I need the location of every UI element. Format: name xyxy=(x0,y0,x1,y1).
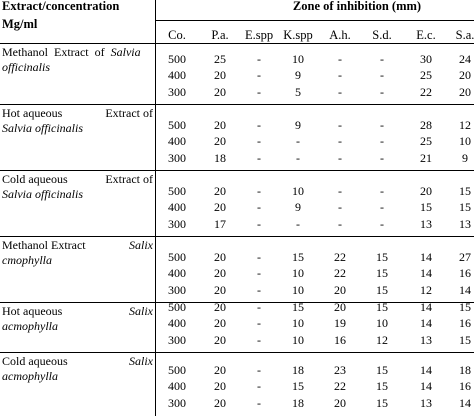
cell-g1-r2-c4: - xyxy=(338,150,342,165)
cell-g0-r1-c7: 20 xyxy=(459,68,471,82)
cell-g2-r1-c7: 15 xyxy=(459,200,471,214)
group-name-3-part-a: Methanol Extract xyxy=(2,238,86,252)
cell-g2-r2-c7: 13 xyxy=(459,216,471,231)
cell-g5-r1-c7: 16 xyxy=(459,379,471,393)
cell-g0-r2-c3: 5 xyxy=(295,84,301,99)
cell-g1-r2-c6: 21 xyxy=(420,150,432,165)
cell-g5-r2-c5: 15 xyxy=(376,395,388,410)
cell-g1-r1-c1: 20 xyxy=(214,134,226,148)
cell-g1-r1-c6: 25 xyxy=(420,134,432,148)
cell-g2-r0-c5: - xyxy=(380,183,384,198)
cell-g4-r1-c1: 20 xyxy=(214,316,226,330)
subheader-6: E.c. xyxy=(416,28,436,42)
cell-g3-r0-c5: 15 xyxy=(376,249,388,264)
group-rule-5 xyxy=(0,352,474,353)
cell-g1-r0-c2: - xyxy=(257,117,261,132)
group-name-5-part-b: Salix xyxy=(129,354,153,368)
subheader-0: Co. xyxy=(168,28,186,42)
cell-g4-r2-c6: 13 xyxy=(420,332,432,347)
zone-of-inhibition-title: Zone of inhibition (mm) xyxy=(292,0,422,13)
cell-g3-r1-c3: 10 xyxy=(292,266,304,280)
cell-g4-r1-c0: 400 xyxy=(168,316,186,330)
cell-g3-r2-c6: 12 xyxy=(420,282,432,297)
subheader-3: K.spp xyxy=(283,28,313,42)
cell-g4-r0-c6: 14 xyxy=(420,299,432,314)
cell-g3-r2-c3: 10 xyxy=(292,282,304,297)
cell-g5-r2-c6: 13 xyxy=(420,395,432,410)
cell-g1-r0-c6: 28 xyxy=(420,117,432,132)
cell-g1-r1-c5: - xyxy=(380,134,384,148)
cell-g3-r2-c1: 20 xyxy=(214,282,226,297)
subheader-1: P.a. xyxy=(211,28,229,42)
cell-g1-r0-c5: - xyxy=(380,117,384,132)
cell-g2-r1-c2: - xyxy=(257,200,261,214)
cell-g0-r2-c4: - xyxy=(338,84,342,99)
cell-g5-r2-c0: 300 xyxy=(168,395,186,410)
cell-g2-r0-c1: 20 xyxy=(214,183,226,198)
cell-g5-r1-c4: 22 xyxy=(334,379,346,393)
cell-g1-r0-c1: 20 xyxy=(214,117,226,132)
cell-g5-r0-c7: 18 xyxy=(459,362,471,377)
cell-g5-r0-c0: 500 xyxy=(168,362,186,377)
cell-g4-r2-c1: 20 xyxy=(214,332,226,347)
cell-g3-r0-c2: - xyxy=(257,249,261,264)
cell-g2-r2-c0: 300 xyxy=(168,216,186,231)
subheader-5: S.d. xyxy=(372,28,392,42)
cell-g2-r2-c6: 13 xyxy=(420,216,432,231)
cell-g0-r0-c0: 500 xyxy=(168,51,186,66)
cell-g2-r1-c4: - xyxy=(338,200,342,214)
cell-g1-r2-c3: - xyxy=(296,150,300,165)
cell-g1-r2-c5: - xyxy=(380,150,384,165)
cell-g0-r0-c3: 10 xyxy=(292,51,304,66)
cell-g3-r1-c7: 16 xyxy=(459,266,471,280)
cell-g5-r2-c3: 18 xyxy=(292,395,304,410)
cell-g3-r1-c1: 20 xyxy=(214,266,226,280)
cell-g1-r1-c3: - xyxy=(296,134,300,148)
cell-g3-r1-c4: 22 xyxy=(334,266,346,280)
cell-g4-r1-c3: 10 xyxy=(292,316,304,330)
cell-g4-r0-c4: 20 xyxy=(334,299,346,314)
cell-g5-r0-c1: 20 xyxy=(214,362,226,377)
cell-g5-r0-c2: - xyxy=(257,362,261,377)
group-name-4-part-b: Salix xyxy=(129,304,153,318)
group-name-4-line2: acmophylla xyxy=(2,319,58,333)
cell-g3-r0-c4: 22 xyxy=(334,249,346,264)
cell-g1-r2-c2: - xyxy=(257,150,261,165)
group-name-3-part-b: Salix xyxy=(129,238,153,252)
group-name-1-line2: Salvia officinalis xyxy=(2,121,83,135)
cell-g2-r1-c1: 20 xyxy=(214,200,226,214)
group-rule-4 xyxy=(0,302,474,303)
cell-g2-r0-c2: - xyxy=(257,183,261,198)
subheader-7: S.a. xyxy=(455,28,474,42)
cell-g2-r2-c2: - xyxy=(257,216,261,231)
cell-g4-r1-c7: 16 xyxy=(459,316,471,330)
cell-g4-r0-c3: 15 xyxy=(292,299,304,314)
cell-g3-r0-c6: 14 xyxy=(420,249,432,264)
subheader-2: E.spp xyxy=(244,28,274,42)
cell-g0-r2-c2: - xyxy=(257,84,261,99)
cell-g1-r1-c0: 400 xyxy=(168,134,186,148)
divider-vertical xyxy=(155,0,156,416)
cell-g2-r2-c3: - xyxy=(296,216,300,231)
cell-g4-r0-c0: 500 xyxy=(168,299,186,314)
cell-g0-r0-c6: 30 xyxy=(420,51,432,66)
cell-g3-r2-c7: 14 xyxy=(459,282,471,297)
cell-g4-r1-c4: 19 xyxy=(334,316,346,330)
group-name-3-line2: cmophylla xyxy=(2,253,52,267)
cell-g4-r1-c6: 14 xyxy=(420,316,432,330)
cell-g3-r0-c1: 20 xyxy=(214,249,226,264)
cell-g3-r0-c0: 500 xyxy=(168,249,186,264)
cell-g3-r0-c3: 15 xyxy=(292,249,304,264)
cell-g3-r2-c5: 15 xyxy=(376,282,388,297)
cell-g3-r1-c2: - xyxy=(257,266,261,280)
cell-g5-r1-c3: 15 xyxy=(292,379,304,393)
cell-g1-r1-c7: 10 xyxy=(459,134,471,148)
subheader-4: A.h. xyxy=(329,28,351,42)
header-rule xyxy=(155,20,474,21)
group-name-2-part-b: Extract of xyxy=(105,172,153,186)
cell-g4-r2-c4: 16 xyxy=(334,332,346,347)
cell-g2-r2-c5: - xyxy=(380,216,384,231)
cell-g3-r1-c6: 14 xyxy=(420,266,432,280)
cell-g5-r2-c4: 20 xyxy=(334,395,346,410)
cell-g3-r2-c0: 300 xyxy=(168,282,186,297)
cell-g4-r0-c2: - xyxy=(257,299,261,314)
cell-g5-r2-c2: - xyxy=(257,395,261,410)
cell-g1-r2-c1: 18 xyxy=(214,150,226,165)
cell-g4-r2-c7: 15 xyxy=(459,332,471,347)
cell-g5-r1-c1: 20 xyxy=(214,379,226,393)
cell-g3-r1-c0: 400 xyxy=(168,266,186,280)
header-extract-label: Extract/concentration xyxy=(2,0,120,13)
cell-g2-r1-c6: 15 xyxy=(420,200,432,214)
group-name-0-text: Methanol Extract of xyxy=(2,45,111,59)
group-name-2-part-a: Cold aqueous xyxy=(2,172,68,186)
group-rule-1 xyxy=(0,104,474,105)
cell-g4-r2-c2: - xyxy=(257,332,261,347)
cell-g3-r1-c5: 15 xyxy=(376,266,388,280)
cell-g2-r0-c7: 15 xyxy=(459,183,471,198)
cell-g0-r2-c6: 22 xyxy=(420,84,432,99)
cell-g0-r2-c1: 20 xyxy=(214,84,226,99)
group-name-0-species: Salvia xyxy=(110,45,141,59)
cell-g2-r0-c6: 20 xyxy=(420,183,432,198)
cell-g5-r2-c1: 20 xyxy=(214,395,226,410)
group-name-0-part-a xyxy=(2,46,141,58)
cell-g4-r0-c5: 15 xyxy=(376,299,388,314)
cell-g0-r2-c0: 300 xyxy=(168,84,186,99)
cell-g2-r1-c3: 9 xyxy=(295,200,301,214)
cell-g1-r1-c2: - xyxy=(257,134,261,148)
cell-g4-r1-c2: - xyxy=(257,316,261,330)
cell-g2-r2-c1: 17 xyxy=(214,216,226,231)
cell-g1-r0-c0: 500 xyxy=(168,117,186,132)
cell-g5-r0-c5: 15 xyxy=(376,362,388,377)
cell-g2-r1-c0: 400 xyxy=(168,200,186,214)
cell-g4-r2-c5: 12 xyxy=(376,332,388,347)
cell-g5-r0-c6: 14 xyxy=(420,362,432,377)
cell-g2-r2-c4: - xyxy=(338,216,342,231)
cell-g5-r2-c7: 14 xyxy=(459,395,471,410)
cell-g0-r0-c5: - xyxy=(380,51,384,66)
cell-g0-r0-c1: 25 xyxy=(214,51,226,66)
cell-g1-r1-c4: - xyxy=(338,134,342,148)
cell-g0-r1-c0: 400 xyxy=(168,68,186,82)
cell-g5-r1-c2: - xyxy=(257,379,261,393)
group-rule-3 xyxy=(0,236,474,237)
cell-g0-r2-c5: - xyxy=(380,84,384,99)
cell-g0-r2-c7: 20 xyxy=(459,84,471,99)
cell-g0-r1-c2: - xyxy=(257,68,261,82)
cell-g0-r1-c4: - xyxy=(338,68,342,82)
cell-g5-r1-c5: 15 xyxy=(376,379,388,393)
cell-g4-r0-c7: 15 xyxy=(459,299,471,314)
cell-g3-r0-c7: 27 xyxy=(459,249,471,264)
cell-g3-r2-c2: - xyxy=(257,282,261,297)
cell-g5-r1-c6: 14 xyxy=(420,379,432,393)
cell-g0-r0-c2: - xyxy=(257,51,261,66)
group-name-5-part-a: Cold aqueous xyxy=(2,354,68,368)
subheader-rule xyxy=(0,43,474,44)
cell-g1-r0-c4: - xyxy=(338,117,342,132)
cell-g1-r2-c7: 9 xyxy=(462,150,468,165)
cell-g5-r0-c3: 18 xyxy=(292,362,304,377)
cell-g2-r0-c0: 500 xyxy=(168,183,186,198)
group-name-4-part-a: Hot aqueous xyxy=(2,304,63,318)
cell-g1-r2-c0: 300 xyxy=(168,150,186,165)
cell-g2-r0-c4: - xyxy=(338,183,342,198)
cell-g4-r2-c3: 10 xyxy=(292,332,304,347)
cell-g4-r0-c1: 20 xyxy=(214,299,226,314)
group-rule-2 xyxy=(0,170,474,171)
group-name-2-line2: Salvia officinalis xyxy=(2,187,83,201)
group-name-0-line2: officinalis xyxy=(2,60,50,74)
cell-g4-r2-c0: 300 xyxy=(168,332,186,347)
cell-g0-r0-c7: 24 xyxy=(459,51,471,66)
cell-g4-r1-c5: 10 xyxy=(376,316,388,330)
cell-g0-r1-c1: 20 xyxy=(214,68,226,82)
cell-g1-r0-c7: 12 xyxy=(459,117,471,132)
group-name-1-part-b: Extract of xyxy=(105,106,153,120)
cell-g0-r1-c6: 25 xyxy=(420,68,432,82)
cell-g0-r1-c3: 9 xyxy=(295,68,301,82)
cell-g0-r0-c4: - xyxy=(338,51,342,66)
cell-g0-r1-c5: - xyxy=(380,68,384,82)
cell-g2-r1-c5: - xyxy=(380,200,384,214)
cell-g5-r1-c0: 400 xyxy=(168,379,186,393)
cell-g2-r0-c3: 10 xyxy=(292,183,304,198)
cell-g3-r2-c4: 20 xyxy=(334,282,346,297)
cell-g5-r0-c4: 23 xyxy=(334,362,346,377)
cell-g1-r0-c3: 9 xyxy=(295,117,301,132)
header-unit-label: Mg/ml xyxy=(2,17,38,31)
group-name-1-part-a: Hot aqueous xyxy=(2,106,63,120)
group-name-5-line2: acmophylla xyxy=(2,369,58,383)
